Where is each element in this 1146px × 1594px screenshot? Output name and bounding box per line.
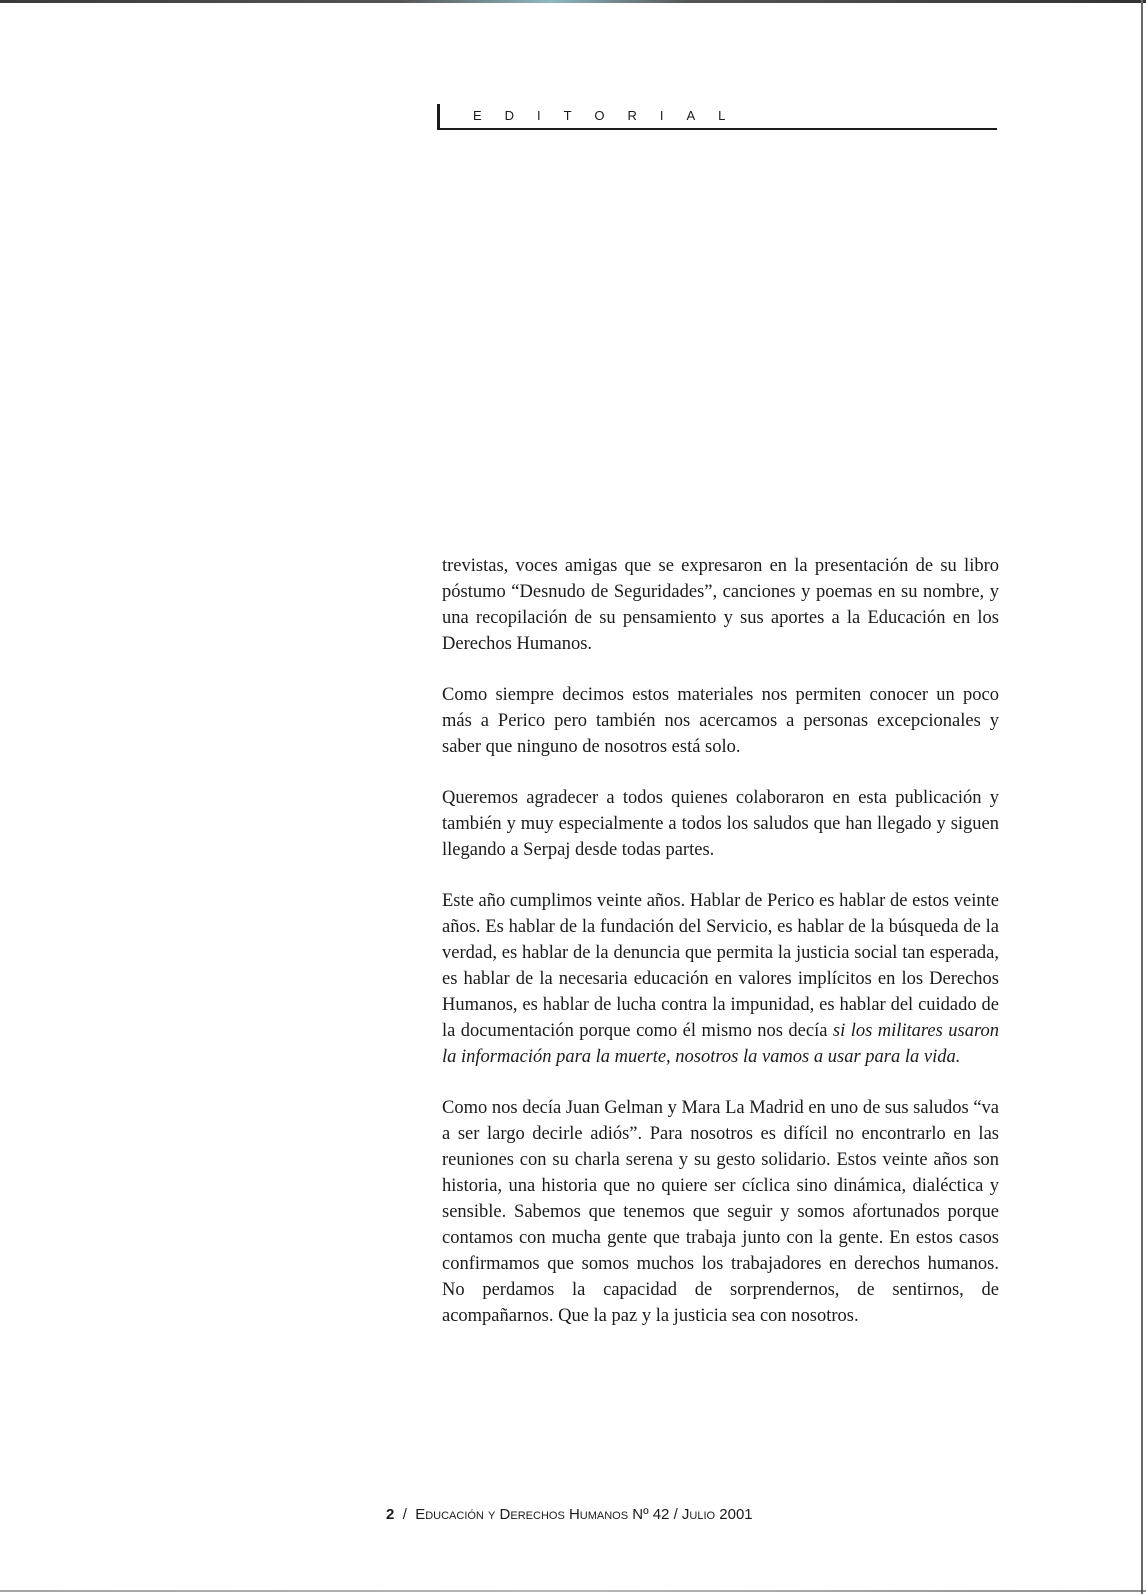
page-number: 2 — [386, 1506, 395, 1523]
scan-edge-top — [0, 0, 1146, 3]
paragraph-3 — [442, 785, 999, 863]
footer-separator-1: / — [402, 1506, 407, 1523]
section-header — [437, 104, 1000, 132]
header-vertical-bar — [437, 104, 440, 130]
paragraph-2 — [442, 682, 999, 760]
footer-separator-2: / — [673, 1506, 678, 1523]
paragraph-5-text: Como nos decía Juan Gelman y Mara La Madrid en uno de sus saludos “va a ser largo decirle adiós”. Para nosotros es difícil no encontrarlo en las reuniones con su charla serena y su gesto solidario. Estos veinte años son historia, una historia que no quiere ser cíclica sino dinámica, dialéctica y sensible. Sabemos que tenemos que seguir y somos afortunados porque contamos con mucha gente que trabaja junto con la gente. En estos casos confirmamos que somos muchos los trabajadores en derechos humanos. No perdamos la capacidad de sorprendernos, de sentirnos, de acompañarnos. Que la paz y la justicia sea con nosotros. — [442, 1098, 999, 1326]
header-rule — [437, 128, 997, 130]
scan-edge-bottom — [0, 1590, 1146, 1592]
paragraph-1-text: trevistas, voces amigas que se expresaron en la presentación de su libro póstumo “Desnudo de Seguridades”, canciones y poemas en su nombre, y una recopilación de su pensamiento y sus aportes a la Educación en los Derechos Humanos. — [442, 556, 999, 654]
issue-date: Julio 2001 — [681, 1506, 753, 1523]
paragraph-3-text: Queremos agradecer a todos quienes colaboraron en esta publicación y también y muy especialmente a todos los saludos que han llegado y siguen llegando a Serpaj desde todas partes. — [442, 788, 999, 860]
paragraph-5 — [442, 1095, 999, 1329]
paragraph-4-italic-quote: si los militares usaron la información para la muerte, nosotros la vamos a usar para la vida. — [442, 1021, 999, 1067]
article-body — [442, 553, 999, 1354]
page-footer — [386, 1506, 753, 1523]
paragraph-4-text: Este año cumplimos veinte años. Hablar de Perico es hablar de estos veinte años. Es hablar de la fundación del Servicio, es hablar de la búsqueda de la verdad, es hablar de la denuncia que permita la justicia social tan esperada, es hablar de la necesaria educación en valores implícitos en los Derechos Humanos, es hablar de lucha contra la impunidad, es hablar del cuidado de la documentación porque como él mismo nos decía — [442, 891, 999, 1041]
paragraph-1 — [442, 553, 999, 657]
section-title: EDITORIAL — [473, 108, 749, 123]
paragraph-2-text: Como siempre decimos estos materiales nos permiten conocer un poco más a Perico pero también nos acercamos a personas excepcionales y saber que ninguno de nosotros está solo. — [442, 685, 999, 757]
scan-edge-right — [1141, 0, 1143, 1594]
issue-number: Nº 42 — [632, 1506, 670, 1523]
publication-name: Educación y Derechos Humanos — [415, 1506, 629, 1523]
paragraph-4 — [442, 888, 999, 1070]
